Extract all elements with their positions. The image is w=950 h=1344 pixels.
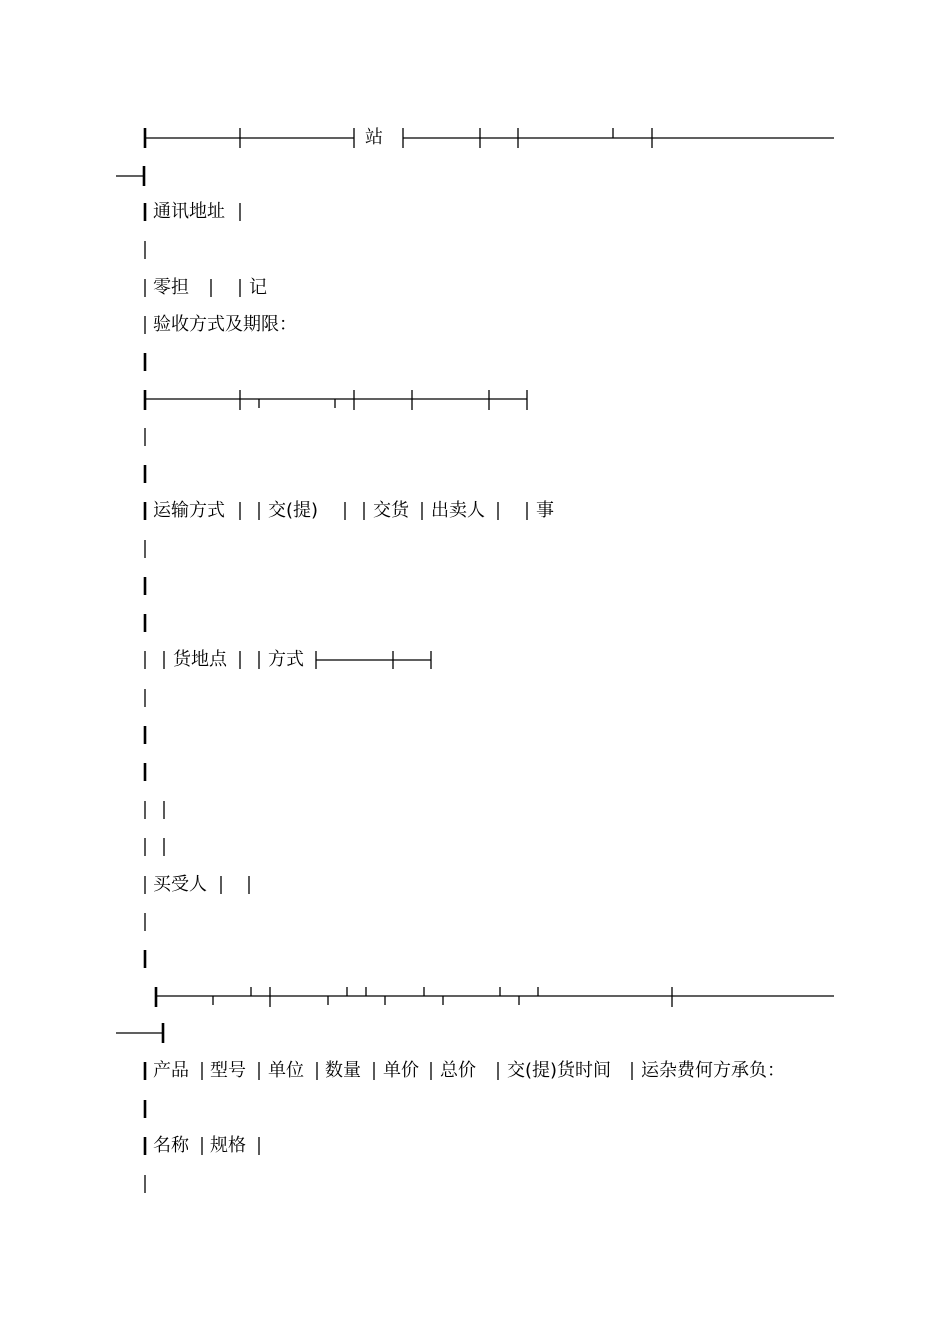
inspection-label: 验收方式及期限： <box>153 314 297 335</box>
delivery-place-label: 货地点 <box>173 649 227 670</box>
table-rule-lower-graphic <box>0 983 950 1011</box>
blank-row-bar-1-graphic <box>0 238 950 262</box>
blank-row-bar-11 <box>0 798 950 822</box>
blank-row-bar-15-graphic <box>0 1097 950 1121</box>
transport-method-label: 运输方式 <box>153 500 225 521</box>
spec-col-header: 规格 <box>210 1135 246 1156</box>
table-rule-middle-graphic <box>0 386 950 414</box>
delivery-time-col-header: 交(提)货时间 <box>507 1060 612 1081</box>
blank-row-bar-5 <box>0 537 950 561</box>
blank-row-bar-6 <box>0 574 950 598</box>
blank-row-bar-12-graphic <box>0 835 950 859</box>
blank-row-bar-1 <box>0 238 950 262</box>
total-price-col-header: 总价 <box>440 1060 476 1081</box>
blank-row-bar-4-graphic <box>0 462 950 486</box>
matter-label: 事 <box>536 500 554 521</box>
name-col-header: 名称 <box>153 1135 189 1156</box>
blank-row-bar-7 <box>0 611 950 635</box>
table-rule-top-tail-graphic <box>0 164 950 188</box>
blank-row-bar-14-graphic <box>0 947 950 971</box>
ltl-label: 零担 <box>153 277 189 298</box>
blank-row-bar-5-graphic <box>0 537 950 561</box>
table-rule-middle <box>0 386 950 414</box>
unit-col-header: 单位 <box>268 1060 304 1081</box>
blank-row-bar-8-graphic <box>0 686 950 710</box>
table-rule-lower <box>0 983 950 1011</box>
address-label: 通讯地址 <box>153 201 225 222</box>
blank-row-bar-10 <box>0 760 950 784</box>
station-label: 站 <box>365 127 383 148</box>
blank-row-bar-16-graphic <box>0 1172 950 1196</box>
blank-row-bar-4 <box>0 462 950 486</box>
product-col-header: 产品 <box>153 1060 189 1081</box>
model-col-header: 型号 <box>210 1060 246 1081</box>
ltl-mark-label: 记 <box>249 277 267 298</box>
blank-row-bar-13 <box>0 910 950 934</box>
delivery-pickup-label: 交(提) <box>268 500 319 521</box>
blank-row-bar-6-graphic <box>0 574 950 598</box>
blank-row-bar-8 <box>0 686 950 710</box>
table-rule-lower-tail-graphic <box>0 1021 950 1045</box>
blank-row-bar-16 <box>0 1172 950 1196</box>
blank-row-bar-2 <box>0 350 950 374</box>
freight-cost-col-header: 运杂费何方承负： <box>641 1060 785 1081</box>
buyer-label: 买受人 <box>153 874 207 895</box>
blank-row-bar-3 <box>0 425 950 449</box>
unit-price-col-header: 单价 <box>383 1060 419 1081</box>
blank-row-bar-12 <box>0 835 950 859</box>
table-rule-top-tail <box>0 164 950 188</box>
blank-row-bar-9 <box>0 723 950 747</box>
blank-row-bar-9-graphic <box>0 723 950 747</box>
blank-row-bar-2-graphic <box>0 350 950 374</box>
table-rule-lower-tail <box>0 1021 950 1045</box>
blank-row-bar-11-graphic <box>0 798 950 822</box>
blank-row-bar-10-graphic <box>0 760 950 784</box>
blank-row-bar-13-graphic <box>0 910 950 934</box>
blank-row-bar-7-graphic <box>0 611 950 635</box>
blank-row-bar-14 <box>0 947 950 971</box>
quantity-col-header: 数量 <box>325 1060 361 1081</box>
delivery-label: 交货 <box>373 500 409 521</box>
blank-row-bar-15 <box>0 1097 950 1121</box>
delivery-mode-label: 方式 <box>268 649 304 670</box>
blank-row-bar-3-graphic <box>0 425 950 449</box>
seller-label: 出卖人 <box>431 500 485 521</box>
